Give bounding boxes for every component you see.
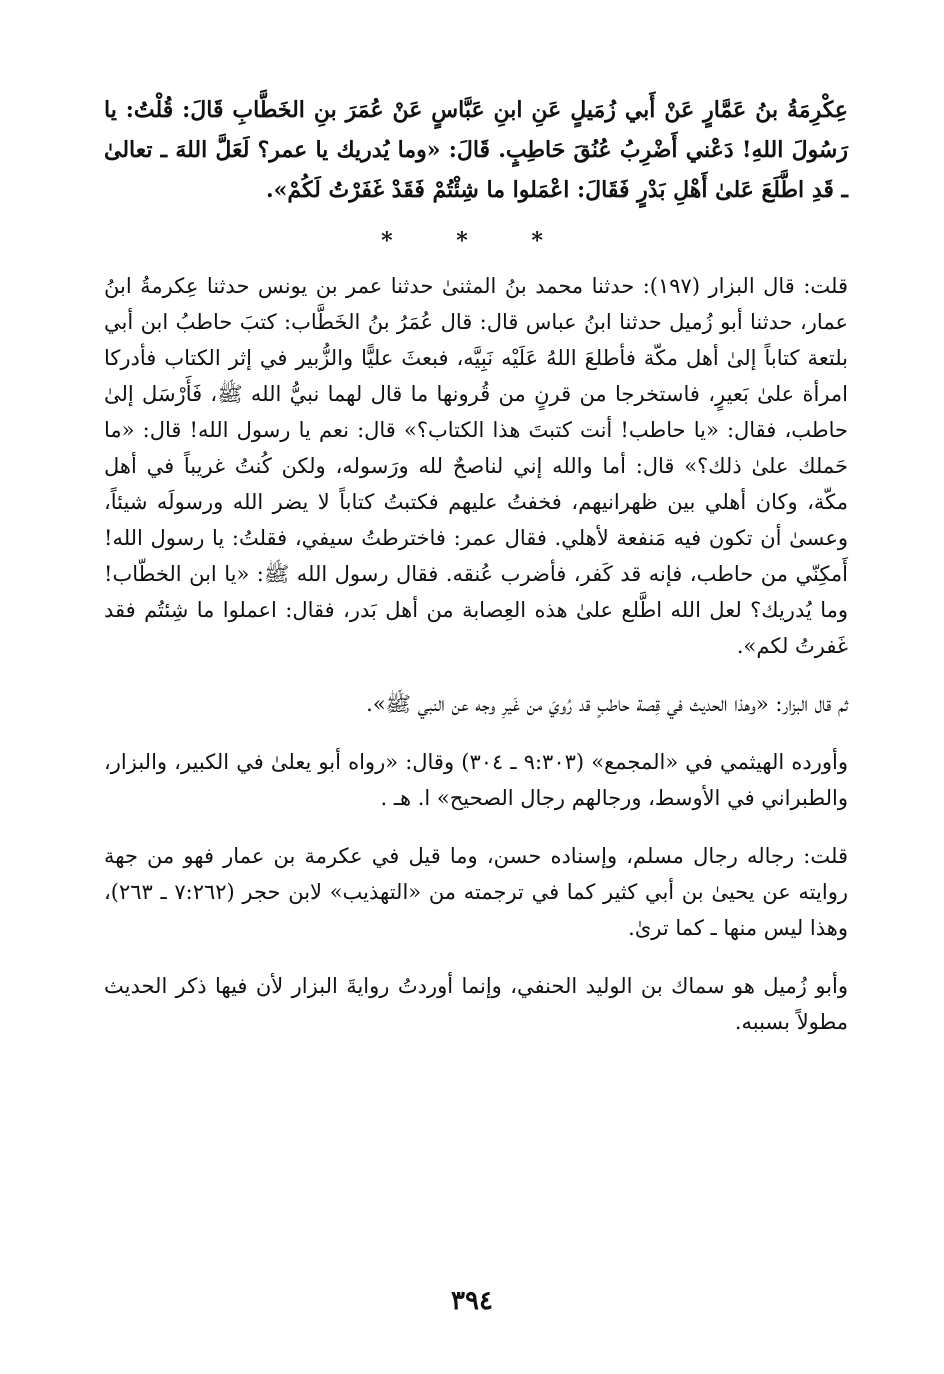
- page-body: [104, 90, 848, 1040]
- bazzar-comment-paragraph: ثم قال البزار: «وهذا الحديث في قِصة حاطبٍ قد رُويَ من غَيرِ وجه عن النبي ﷺ».: [366, 692, 848, 716]
- haythami-paragraph: وأورده الهيثمي في «المجمع» (٩:٣٠٣ ـ ٣٠٤) وقال: «رواه أبو يعلىٰ في الكبير، والبزار، والطبراني في الأوسط، ورجالهم رجال الصحيح» ا. هـ .: [104, 750, 848, 810]
- page-number: ٣٩٤: [451, 1286, 493, 1316]
- grading-paragraph: قلت: رجاله رجال مسلم، وإسناده حسن، وما قيل في عكرمة بن عمار فهو من جهة روايته عن يحيىٰ بن أبي كثير كما في ترجمته من «التهذيب» لابن حجر (٧:٢٦٢ ـ ٢٦٣)، وهذا ليس منها ـ كما ترىٰ.: [104, 844, 848, 940]
- bazzar-narration-paragraph: قلت: قال البزار (١٩٧): حدثنا محمد بنُ المثنىٰ حدثنا عمر بن يونس حدثنا عِكرمةُ ابنُ عمار، حدثنا أبو زُميل حدثنا ابنُ عباس قال: قال عُمَرُ بنُ الخَطَّاب: كتبَ حاطبُ ابن أبي بلتعة كتاباً إلىٰ أهل مكّة فأطلعَ اللهُ عَلَيْه نَبِيَّه، فبعثَ عليًّا والزُّبير في إثر الكتاب فأدركا امرأة علىٰ بَعيرٍ، فاستخرجا من قرنٍ من قُرونها ما قال لهما نبيُّ الله ﷺ، فَأَرْسَل إلىٰ حاطب، فقال: «يا حاطب! أنت كتبتَ هذا الكتاب؟» قال: نعم يا رسول الله! قال: «ما حَملك علىٰ ذلك؟» قال: أما والله إني لناصحٌ لله ورَسوله، ولكن كُنتُ غريباً في أهل مكّة، وكان أهلي بين ظهرانيهم، فخفتُ عليهم فكتبتُ كتاباً لا يضر الله ورسولَه شيئاً، وعسىٰ أن تكون فيه مَنفعة لأهلي. فقال عمر: فاخترطتُ سيفي، فقلتُ: يا رسول الله! أَمكِنّي من حاطب، فإنه قد كَفر، فأضرب عُنقه. فقال رسول الله ﷺ: «يا ابن الخطّاب! وما يُدريك؟ لعل الله اطَّلع علىٰ هذه العِصابة من أهل بَدر، فقال: اعملوا ما شِئتُم فقد غَفرتُ لكم».: [104, 274, 849, 658]
- hadith-text-paragraph: عِكْرِمَةُ بنُ عَمَّارٍ عَنْ أَبي زُمَيلٍ عَنِ ابنِ عَبَّاسٍ عَنْ عُمَرَ بنِ الخَطَّابِ قَالَ: قُلْتُ: يا رَسُولَ اللهِ! دَعْني أَضْرِبُ عُنُقَ حَاطِبٍ. قَالَ: «وما يُدريك يا عمر؟ لَعَلَّ اللهَ ـ تعالىٰ ـ قَدِ اطَّلَعَ عَلىٰ أَهْلِ بَدْرٍ فَقَالَ: اعْمَلوا ما شِئْتُمْ فَقَدْ غَفَرْتُ لَكُمْ».: [104, 97, 848, 203]
- abu-zumayl-paragraph: وأبو زُميل هو سماك بن الوليد الحنفي، وإنما أوردتُ روايةَ البزار لأن فيها ذكر الحديث مطولاً بسببه.: [104, 974, 848, 1034]
- section-separator: * * *: [381, 228, 571, 254]
